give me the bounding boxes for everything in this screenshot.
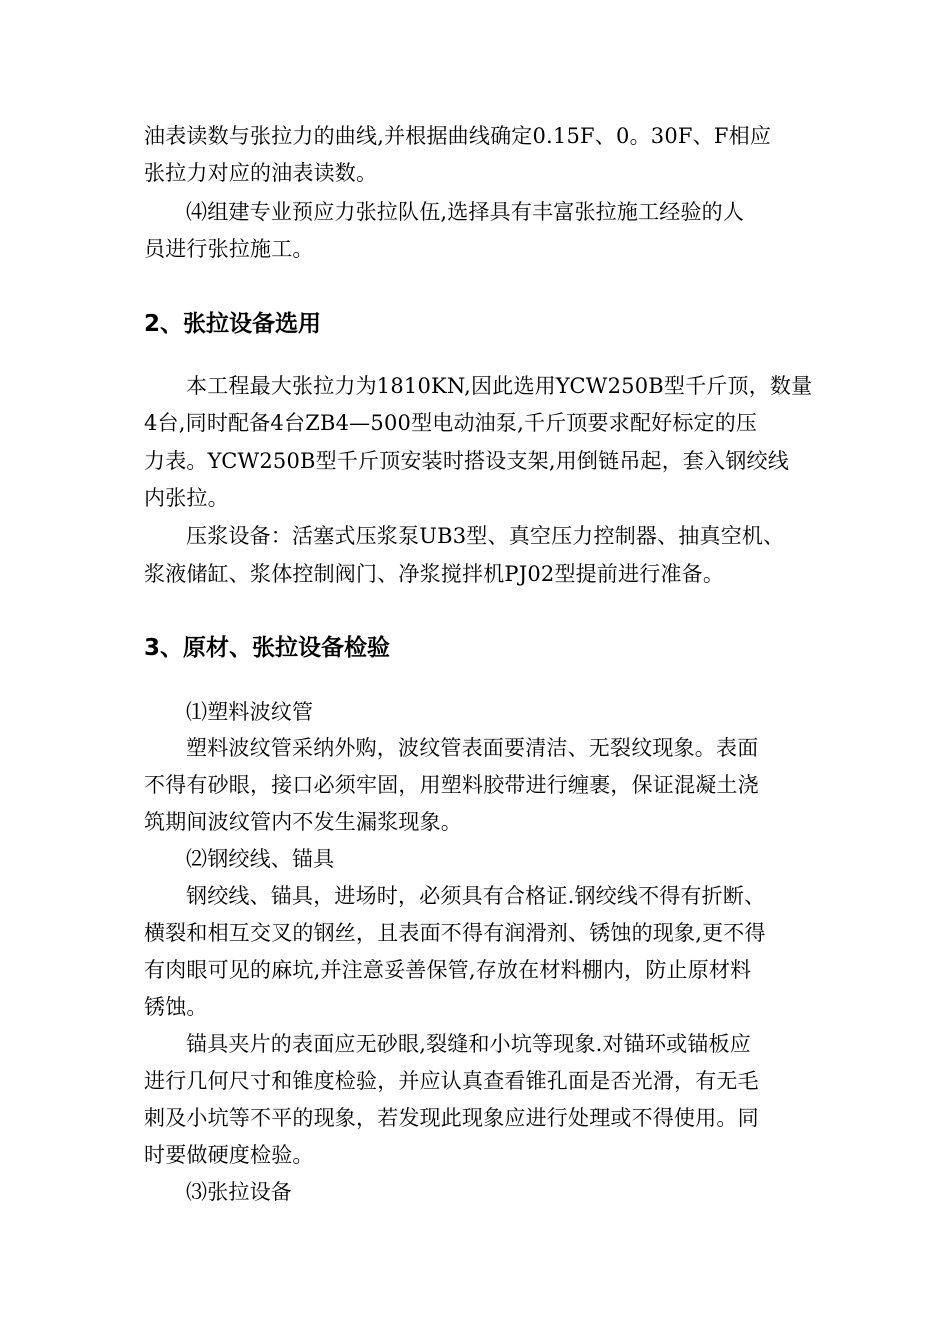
paragraph-line: 油表读数与张拉力的曲线,并根据曲线确定0.15F、0。30F、F相应 bbox=[144, 124, 772, 148]
subsection-title: ⑴塑料波纹管 bbox=[186, 700, 314, 724]
paragraph-line: 刺及小坑等不平的现象，若发现此现象应进行处理或不得使用。同 bbox=[144, 1106, 759, 1130]
paragraph-line: 压浆设备：活塞式压浆泵UB3型、真空压力控制器、抽真空机、 bbox=[186, 524, 785, 548]
paragraph-line: 锚具夹片的表面应无砂眼,裂缝和小坑等现象.对锚环或锚板应 bbox=[186, 1032, 751, 1056]
paragraph-line: ⑷组建专业预应力张拉队伍,选择具有丰富张拉施工经验的人 bbox=[186, 200, 745, 224]
paragraph-line: 不得有砂眼，接口必须牢固，用塑料胶带进行缠裹，保证混凝土浇 bbox=[144, 773, 759, 797]
paragraph-line: 钢绞线、锚具，进场时，必须具有合格证.钢绞线不得有折断、 bbox=[186, 884, 766, 908]
paragraph-line: 浆液储缸、浆体控制阀门、净浆搅拌机PJ02型提前进行准备。 bbox=[144, 562, 725, 586]
section-heading-2: 2、张拉设备选用 bbox=[144, 311, 322, 337]
section-heading-3: 3、原材、张拉设备检验 bbox=[144, 635, 391, 661]
paragraph-line: 时要做硬度检验。 bbox=[144, 1143, 314, 1167]
paragraph-line: 张拉力对应的油表读数。 bbox=[144, 161, 378, 185]
paragraph-line: 内张拉。 bbox=[144, 486, 229, 510]
paragraph-line: 4台,同时配备4台ZB4—500型电动油泵,千斤顶要求配好标定的压 bbox=[144, 411, 758, 435]
paragraph-line: 横裂和相互交叉的钢丝，且表面不得有润滑剂、锈蚀的现象,更不得 bbox=[144, 921, 766, 945]
paragraph-line: 本工程最大张拉力为1810KN,因此选用YCW250B型千斤顶，数量 bbox=[186, 374, 813, 398]
paragraph-line: 锈蚀。 bbox=[144, 995, 208, 1019]
paragraph-line: 进行几何尺寸和锥度检验，并应认真查看锥孔面是否光滑，有无毛 bbox=[144, 1069, 759, 1093]
paragraph-line: 员进行张拉施工。 bbox=[144, 237, 314, 261]
subsection-title: ⑵钢绞线、锚具 bbox=[186, 847, 335, 871]
subsection-title: ⑶张拉设备 bbox=[186, 1180, 292, 1204]
paragraph-line: 力表。YCW250B型千斤顶安装时搭设支架,用倒链吊起，套入钢绞线 bbox=[144, 449, 789, 473]
paragraph-line: 筑期间波纹管内不发生漏浆现象。 bbox=[144, 810, 462, 834]
paragraph-line: 塑料波纹管采纳外购，波纹管表面要清洁、无裂纹现象。表面 bbox=[186, 736, 759, 760]
paragraph-line: 有肉眼可见的麻坑,并注意妥善保管,存放在材料棚内，防止原材料 bbox=[144, 958, 752, 982]
